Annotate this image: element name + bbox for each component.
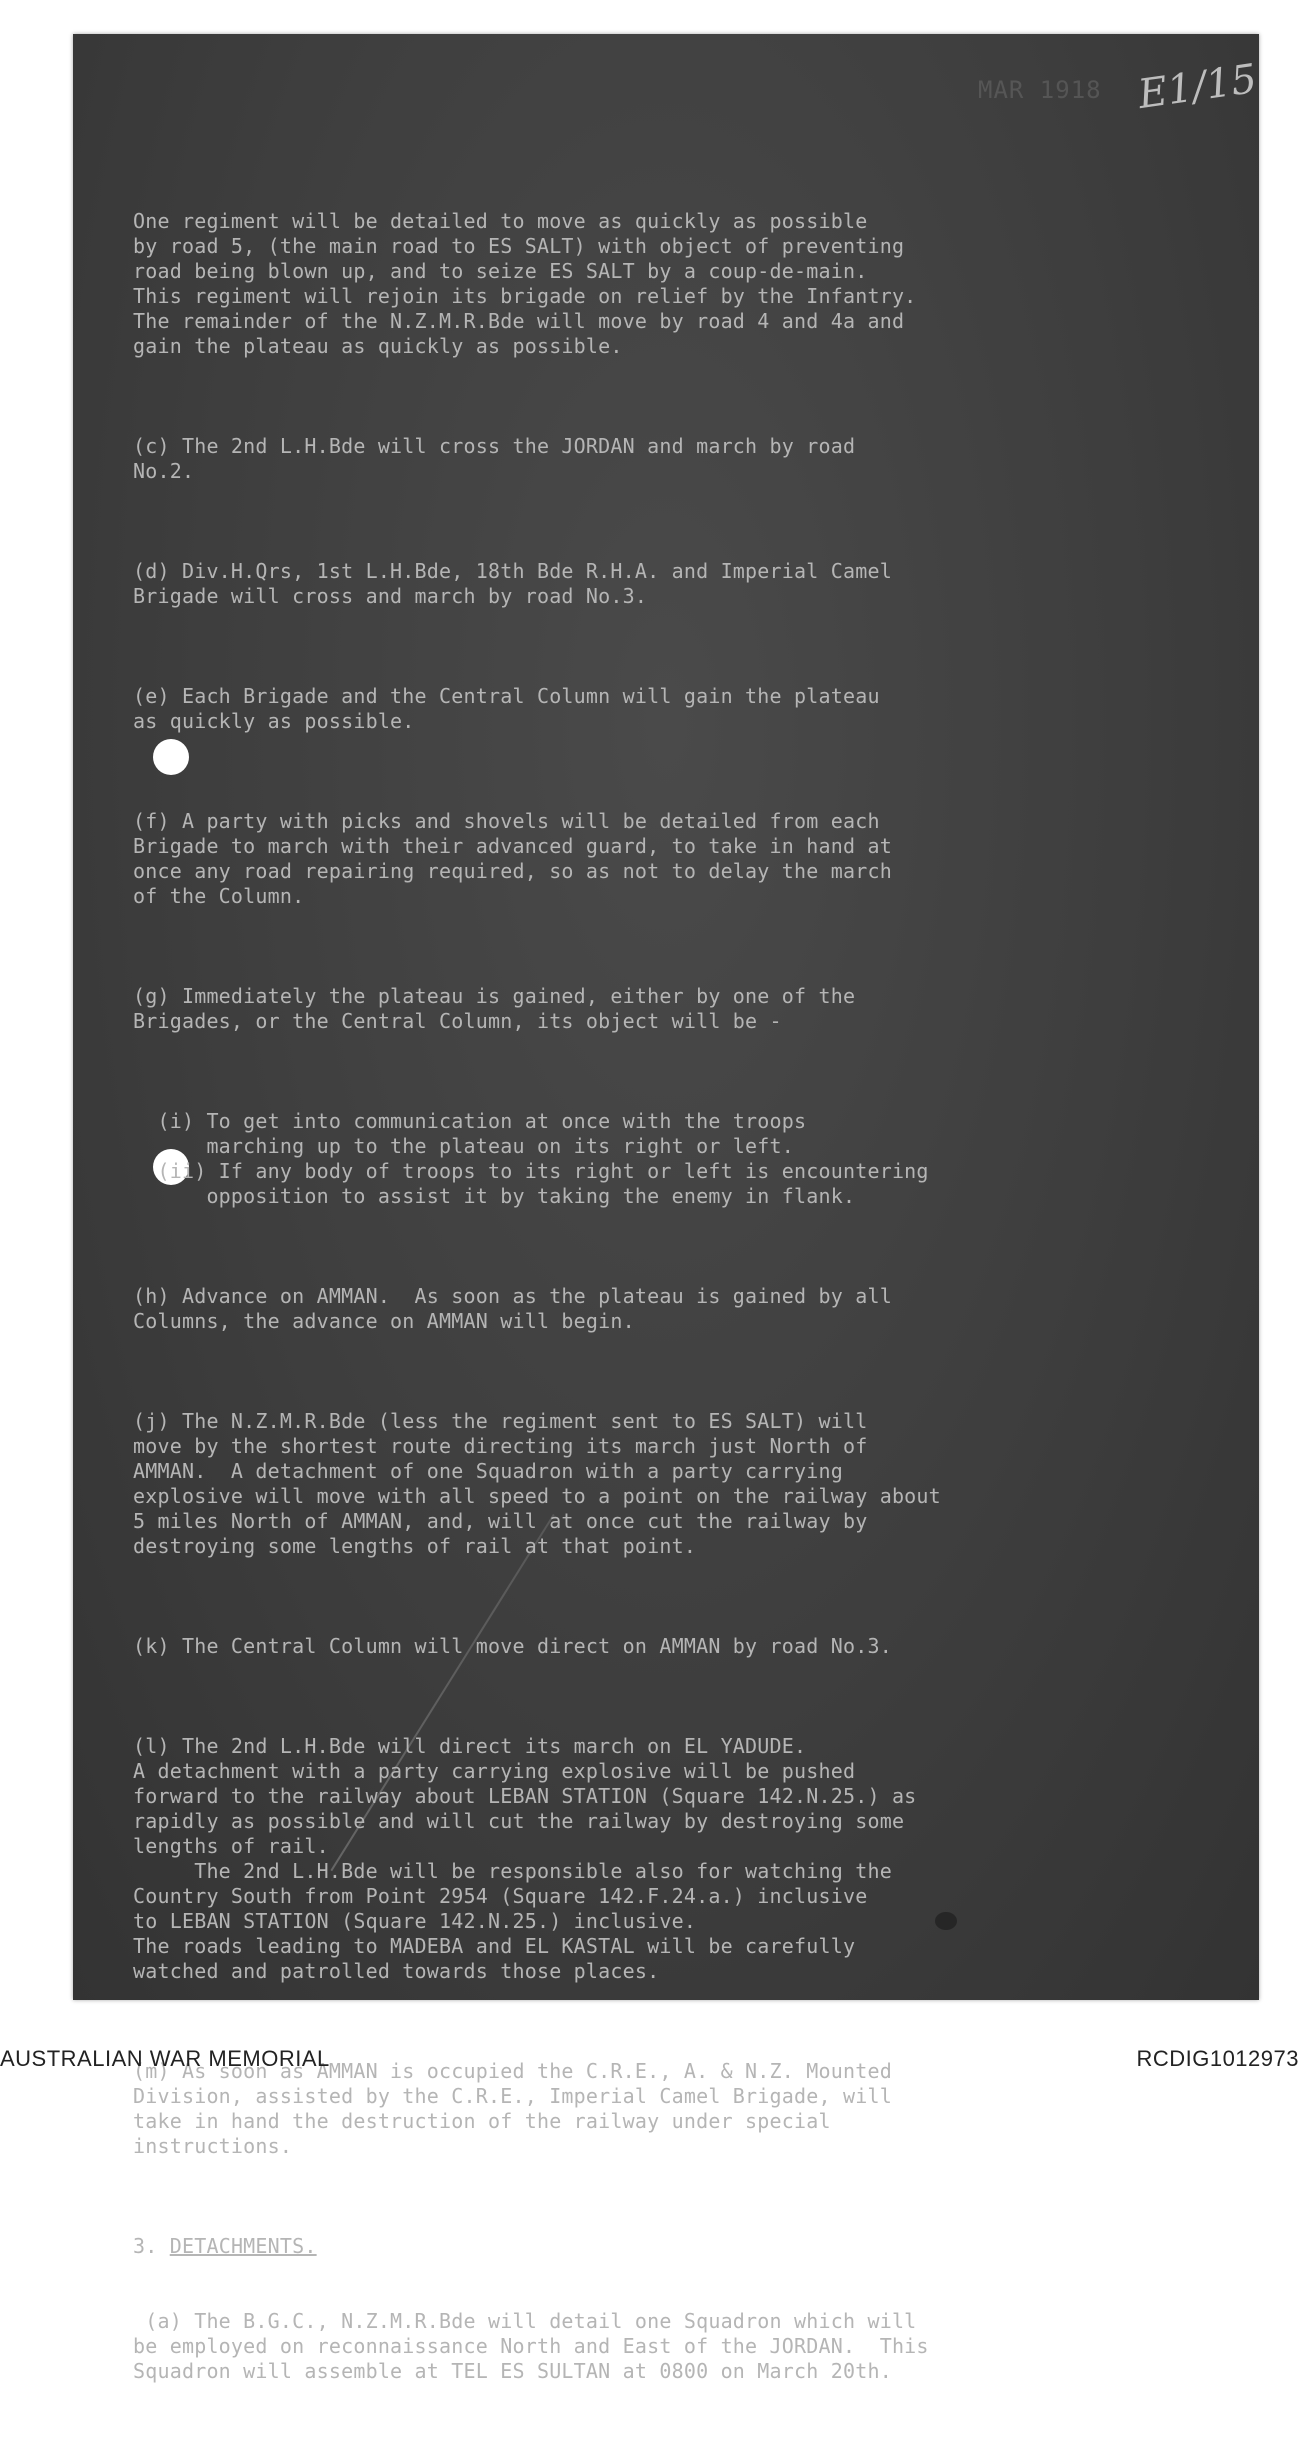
document-body	[133, 159, 1203, 2459]
archive-credit: AUSTRALIAN WAR MEMORIAL	[0, 2046, 330, 2071]
paragraph-g: (g) Immediately the plateau is gained, either by one of the Brigades, or the Central Column, its object will be -	[133, 984, 856, 1033]
paragraph-g-subitems: (i) To get into communication at once with the troops marching up to the plateau on its right or left. (ii) If any body of troops to its right or left is encountering opposition to assist it by taking the enemy in flank.	[157, 1109, 929, 1208]
section-3-heading	[133, 2234, 1203, 2259]
paragraph-l: (l) The 2nd L.H.Bde will direct its march on EL YADUDE. A detachment with a party carrying explosive will be pushed forward to the railway about LEBAN STATION (Square 142.N.25.) as rapidly as possible and will cut the railway by destroying some lengths of rail. The 2nd L.H.Bde will be responsible also for watching the Country South from Point 2954 (Square 142.F.24.a.) inclusive to LEBAN STATION (Square 142.N.25.) inclusive. The roads leading to MADEBA and EL KASTAL will be carefully watched and patrolled towards those places.	[133, 1734, 917, 1983]
section-3-body: (a) The B.G.C., N.Z.M.R.Bde will detail one Squadron which will be employed on reconnaissance North and East of the JORDAN. This Squadron will assemble at TEL ES SULTAN at 0800 on March 20th.	[133, 2309, 929, 2383]
section-3-title: DETACHMENTS.	[169, 2234, 317, 2258]
paragraph-d: (d) Div.H.Qrs, 1st L.H.Bde, 18th Bde R.H.A. and Imperial Camel Brigade will cross and march by road No.3.	[133, 559, 892, 608]
paragraph-f: (f) A party with picks and shovels will be detailed from each Brigade to march with their advanced guard, to take in hand at once any road repairing required, so as not to delay the march of the Column.	[133, 809, 892, 908]
archive-id: RCDIG1012973	[1136, 2046, 1299, 2071]
paragraph-j: (j) The N.Z.M.R.Bde (less the regiment sent to ES SALT) will move by the shortest route directing its march just North of AMMAN. A detachment of one Squadron with a party carrying explosive will move with all speed to a point on the railway about 5 miles North of AMMAN, and, will at once cut the railway by destroying some lengths of rail at that point.	[133, 1409, 941, 1558]
paragraph-k: (k) The Central Column will move direct on AMMAN by road No.3.	[133, 1634, 892, 1658]
paragraph-e: (e) Each Brigade and the Central Column will gain the plateau as quickly as possible.	[133, 684, 880, 733]
date-stamp: MAR 1918	[978, 76, 1102, 104]
section-3-number: 3.	[133, 2234, 158, 2258]
paragraph-m: (m) As soon as AMMAN is occupied the C.R.E., A. & N.Z. Mounted Division, assisted by the C.R.E., Imperial Camel Brigade, will take in hand the destruction of the railway under special instructions.	[133, 2059, 892, 2158]
paragraph-c: (c) The 2nd L.H.Bde will cross the JORDAN and march by road No.2.	[133, 434, 856, 483]
paragraph-h: (h) Advance on AMMAN. As soon as the plateau is gained by all Columns, the advance on AMMAN will begin.	[133, 1284, 892, 1333]
folio-number: E1/15	[1135, 55, 1260, 119]
paragraph-b-continued: One regiment will be detailed to move as quickly as possible by road 5, (the main road to ES SALT) with object of preventing road being blown up, and to seize ES SALT by a coup-de-main. This regiment will rejoin its brigade on relief by the Infantry. The remainder of the N.Z.M.R.Bde will move by road 4 and 4a and gain the plateau as quickly as possible.	[133, 209, 917, 358]
